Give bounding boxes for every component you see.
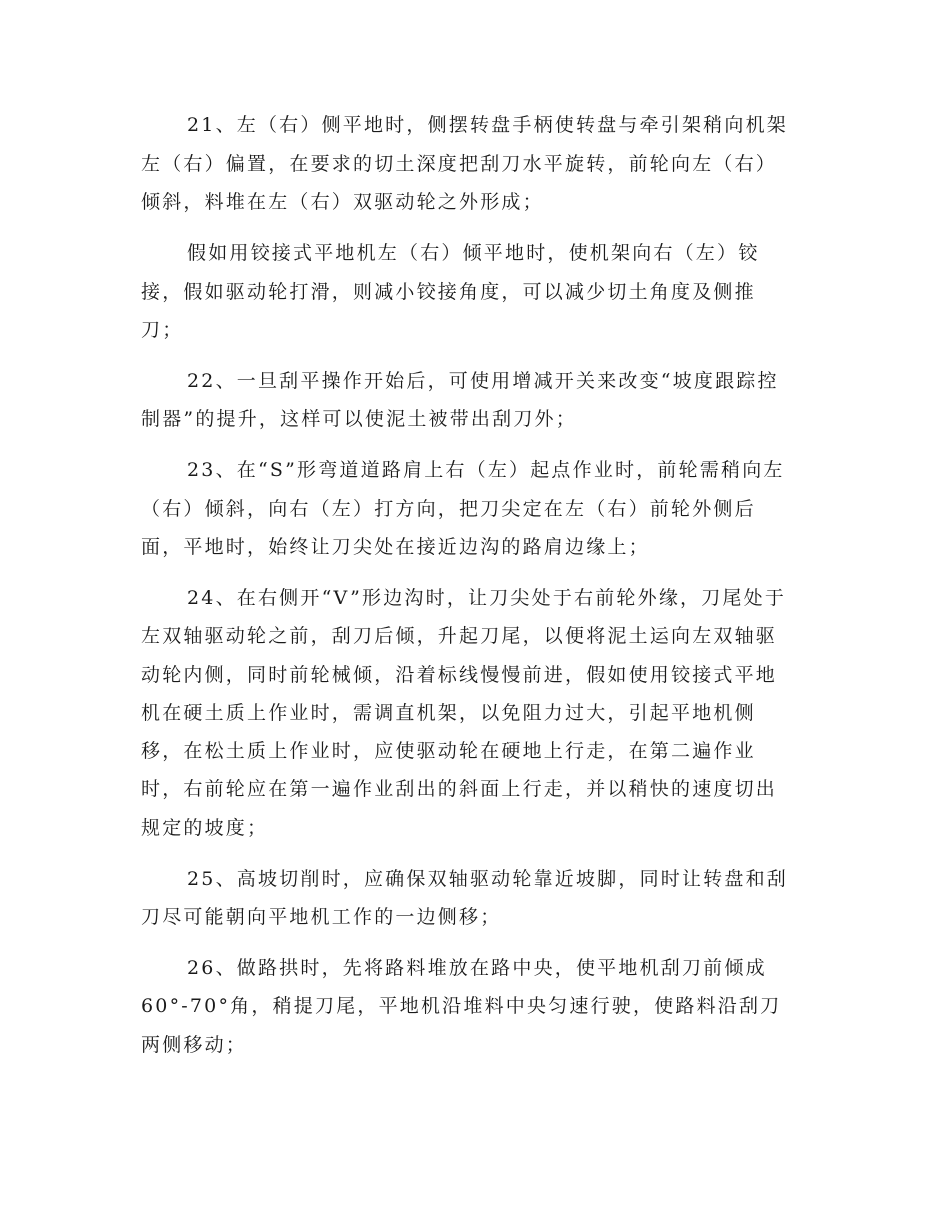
- paragraph-26-line-2: 60°-70°角，稍提刀尾，平地机沿堆料中央匀速行驶，使路料沿刮刀: [141, 995, 782, 1017]
- paragraph-24-line-6: 时，右前轮应在第一遍作业刮出的斜面上行走，并以稍快的速度切出: [141, 778, 778, 800]
- paragraph-24-line-1: 24、在右侧开“V”形边沟时，让刀尖处于右前轮外缘，刀尾处于: [187, 587, 787, 609]
- paragraph-22-line-1: 22、一旦刮平操作开始后，可使用增减开关来改变“坡度跟踪控: [187, 370, 779, 392]
- paragraph-26-line-1: 26、做路拱时，先将路料堆放在路中央，使平地机刮刀前倾成: [187, 957, 767, 979]
- paragraph-26-line-3: 两侧移动；: [141, 1034, 248, 1056]
- paragraph-25-line-2: 刀尽可能朝向平地机工作的一边侧移；: [141, 906, 502, 928]
- paragraph-23-line-2: （右）倾斜，向右（左）打方向，把刀尖定在左（右）前轮外侧后: [141, 498, 756, 520]
- paragraph-24-line-4: 机在硬土质上作业时，需调直机架，以免阻力过大，引起平地机侧: [141, 702, 756, 724]
- paragraph-21-line-3: 倾斜，料堆在左（右）双驱动轮之外形成；: [141, 191, 544, 213]
- paragraph-23-line-1: 23、在“S”形弯道道路肩上右（左）起点作业时，前轮需稍向左: [187, 459, 785, 481]
- paragraph-24-line-5: 移，在松土质上作业时，应使驱动轮在硬地上行走，在第二遍作业: [141, 740, 756, 762]
- paragraph-22-line-2: 制器”的提升，这样可以使泥土被带出刮刀外；: [141, 408, 577, 430]
- paragraph-24-line-3: 动轮内侧，同时前轮械倾，沿着标线慢慢前进，假如使用铰接式平地: [141, 664, 778, 686]
- paragraph-24-line-7: 规定的坡度；: [141, 817, 269, 839]
- paragraph-21b-line-2: 接，假如驱动轮打滑，则减小铰接角度，可以减少切土角度及侧推: [141, 281, 756, 303]
- paragraph-21-line-1: 21、左（右）侧平地时，侧摆转盘手柄使转盘与牵引架稍向机架: [187, 114, 788, 136]
- paragraph-25-line-1: 25、高坡切削时，应确保双轴驱动轮靠近坡脚，同时让转盘和刮: [187, 868, 788, 890]
- paragraph-24-line-2: 左双轴驱动轮之前，刮刀后倾，升起刀尾，以便将泥土运向左双轴驱: [141, 625, 778, 647]
- paragraph-21-line-2: 左（右）偏置，在要求的切土深度把刮刀水平旋转，前轮向左（右）: [141, 153, 778, 175]
- paragraph-21b-line-1: 假如用铰接式平地机左（右）倾平地时，使机架向右（左）铰: [187, 242, 760, 264]
- paragraph-23-line-3: 面，平地时，始终让刀尖处在接近边沟的路肩边缘上；: [141, 536, 650, 558]
- paragraph-21b-line-3: 刀；: [141, 319, 184, 341]
